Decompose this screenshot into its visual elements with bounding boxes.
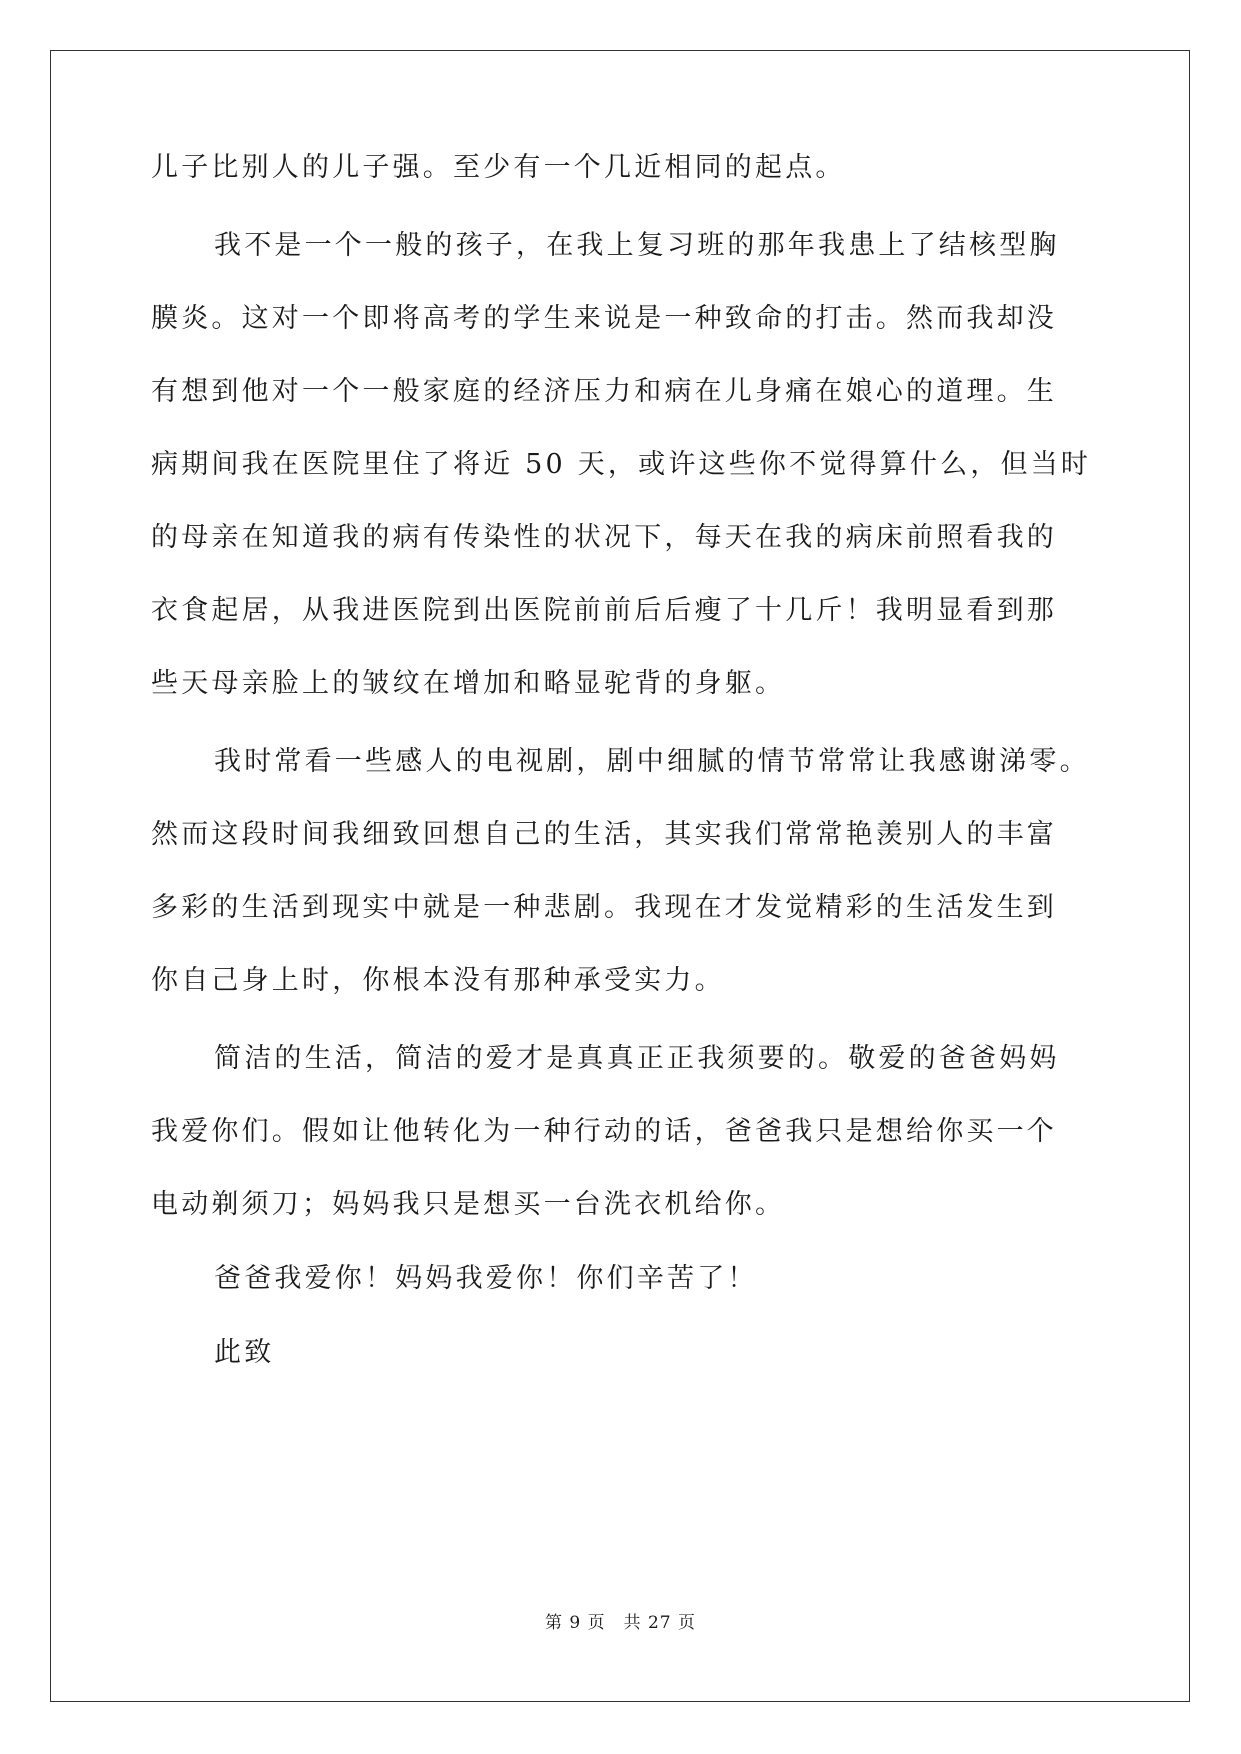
paragraph-line: 些天母亲脸上的皱纹在增加和略显驼背的身躯。 — [151, 668, 786, 699]
paragraph-line: 此致 — [214, 1337, 275, 1368]
paragraph-line: 衣食起居，从我进医院到出医院前前后后瘦了十几斤！我明显看到那 — [151, 595, 1057, 626]
paragraph-line: 爸爸我爱你！妈妈我爱你！你们辛苦了！ — [214, 1263, 758, 1294]
paragraph-line: 膜炎。这对一个即将高考的学生来说是一种致命的打击。然而我却没 — [151, 303, 1057, 334]
paragraph-line: 电动剃须刀；妈妈我只是想买一台洗衣机给你。 — [151, 1189, 786, 1220]
paragraph-line: 的母亲在知道我的病有传染性的状况下，每天在我的病床前照看我的 — [151, 522, 1057, 553]
paragraph-line: 简洁的生活，简洁的爱才是真真正正我须要的。敬爱的爸爸妈妈 — [214, 1043, 1060, 1074]
page-number-footer: 第 9 页 共 27 页 — [544, 1613, 697, 1633]
page-border — [50, 50, 1190, 1702]
paragraph-line: 多彩的生活到现实中就是一种悲剧。我现在才发觉精彩的生活发生到 — [151, 892, 1057, 923]
paragraph-line: 我爱你们。假如让他转化为一种行动的话，爸爸我只是想给你买一个 — [151, 1116, 1057, 1147]
paragraph-line: 然而这段时间我细致回想自己的生活，其实我们常常艳羡别人的丰富 — [151, 819, 1057, 850]
paragraph-line: 你自己身上时，你根本没有那种承受实力。 — [151, 965, 725, 996]
paragraph-line: 有想到他对一个一般家庭的经济压力和病在儿身痛在娘心的道理。生 — [151, 376, 1057, 407]
paragraph-line: 病期间我在医院里住了将近 50 天，或许这些你不觉得算什么，但当时 — [151, 449, 1092, 480]
paragraph-line: 我时常看一些感人的电视剧，剧中细腻的情节常常让我感谢涕零。 — [214, 746, 1090, 777]
paragraph-line: 我不是一个一般的孩子，在我上复习班的那年我患上了结核型胸 — [214, 230, 1060, 261]
paragraph-line: 儿子比别人的儿子强。至少有一个几近相同的起点。 — [151, 152, 846, 183]
